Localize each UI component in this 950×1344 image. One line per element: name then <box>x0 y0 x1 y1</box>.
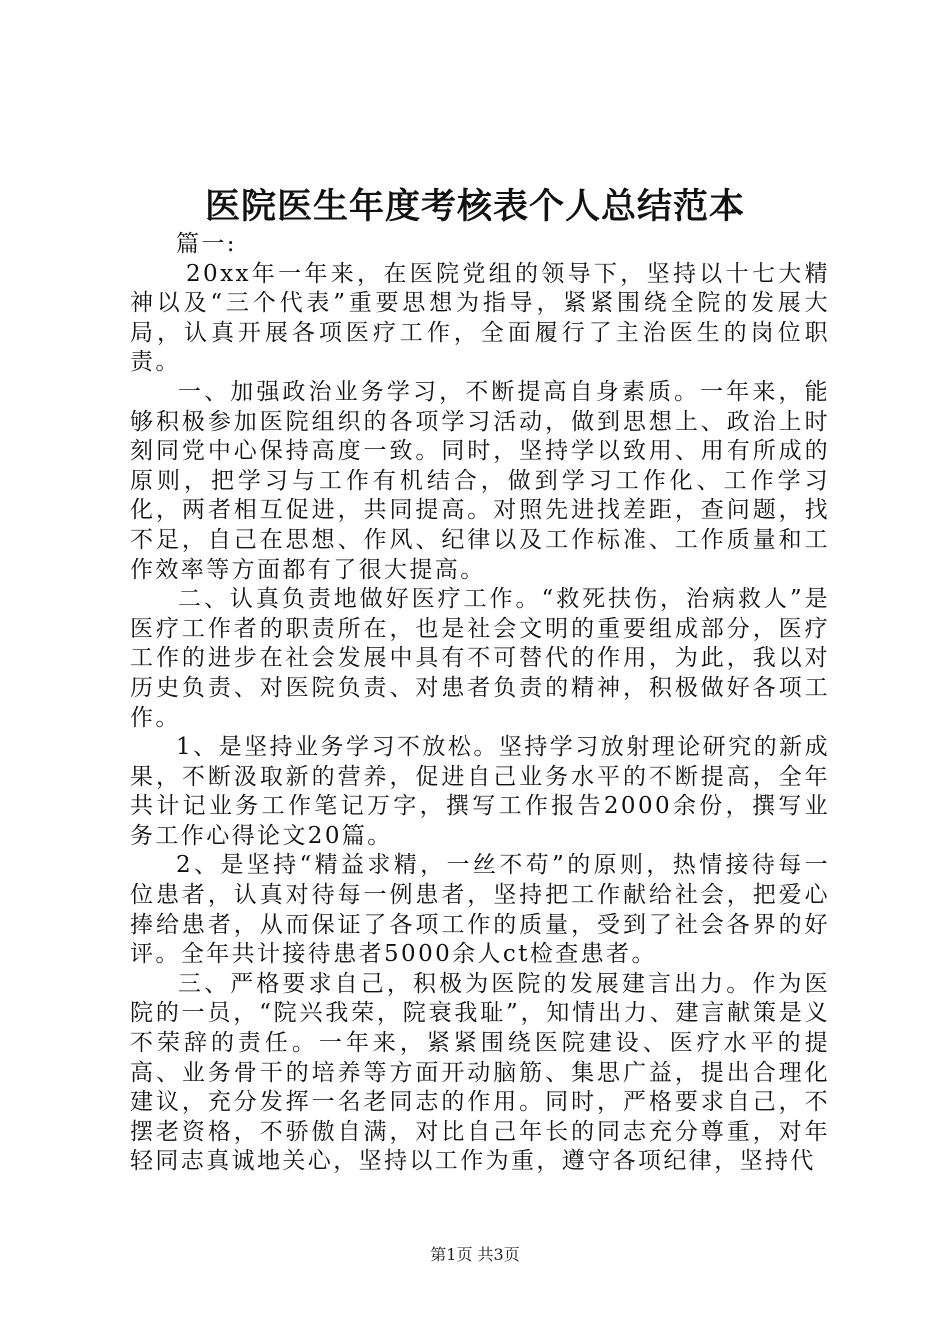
paragraph-item-2: 2、是坚持“精益求精，一丝不苟”的原则，热情接待每一位患者，认真对待每一例患者，坚持把工作献给社会，把爱心捧给患者，从而保证了各项工作的质量，受到了社会各界的好评。全年共计接待患者5000余人ct检查患者。 <box>130 852 830 968</box>
paragraph-medical-work: 二、认真负责地做好医疗工作。“救死扶伤，治病救人”是医疗工作者的职责所在，也是社会文明的重要组成部分，医疗工作的进步在社会发展中具有不可替代的作用，为此，我以对历史负责、对医院负责、对患者负责的精神，积极做好各项工作。 <box>130 586 830 731</box>
paragraph-political-study: 一、加强政治业务学习，不断提高自身素质。一年来，能够积极参加医院组织的各项学习活动，做到思想上、政治上时刻同党中心保持高度一致。同时，坚持学以致用、用有所成的原则，把学习与工作有机结合，做到学习工作化、工作学习化，两者相互促进，共同提高。对照先进找差距，查问题，找不足，自己在思想、作风、纪律以及工作标准、工作质量和工作效率等方面都有了很大提高。 <box>130 378 830 583</box>
document-title: 医院医生年度考核表个人总结范本 <box>204 186 745 227</box>
paragraph-item-1: 1、是坚持业务学习不放松。坚持学习放射理论研究的新成果，不断汲取新的营养，促进自己业务水平的不断提高，全年共计记业务工作笔记万字，撰写工作报告2000余份，撰写业务工作心得论文20篇。 <box>130 734 830 849</box>
document-body <box>130 230 830 1177</box>
page-footer: 第1页 共3页 <box>430 1245 520 1264</box>
intro-paragraph: 20xx年一年来，在医院党组的领导下，坚持以十七大精神以及“三个代表”重要思想为指导，紧紧围绕全院的发展大局，认真开展各项医疗工作，全面履行了主治医生的岗位职责。 <box>130 260 830 376</box>
section-label: 篇一: <box>176 231 237 257</box>
paragraph-self-discipline: 三、严格要求自己，积极为医院的发展建言出力。作为医院的一员，“院兴我荣，院衰我耻”，知情出力、建言献策是义不荣辞的责任。一年来，紧紧围绕医院建设、医疗水平的提高、业务骨干的培养等方面开动脑筋、集思广益，提出合理化建议，充分发挥一名老同志的作用。同时，严格要求自己，不摆老资格，不骄傲自满，对比自己年长的同志充分尊重，对年轻同志真诚地关心，坚持以工作为重，遵守各项纪律，坚持代 <box>130 970 830 1175</box>
